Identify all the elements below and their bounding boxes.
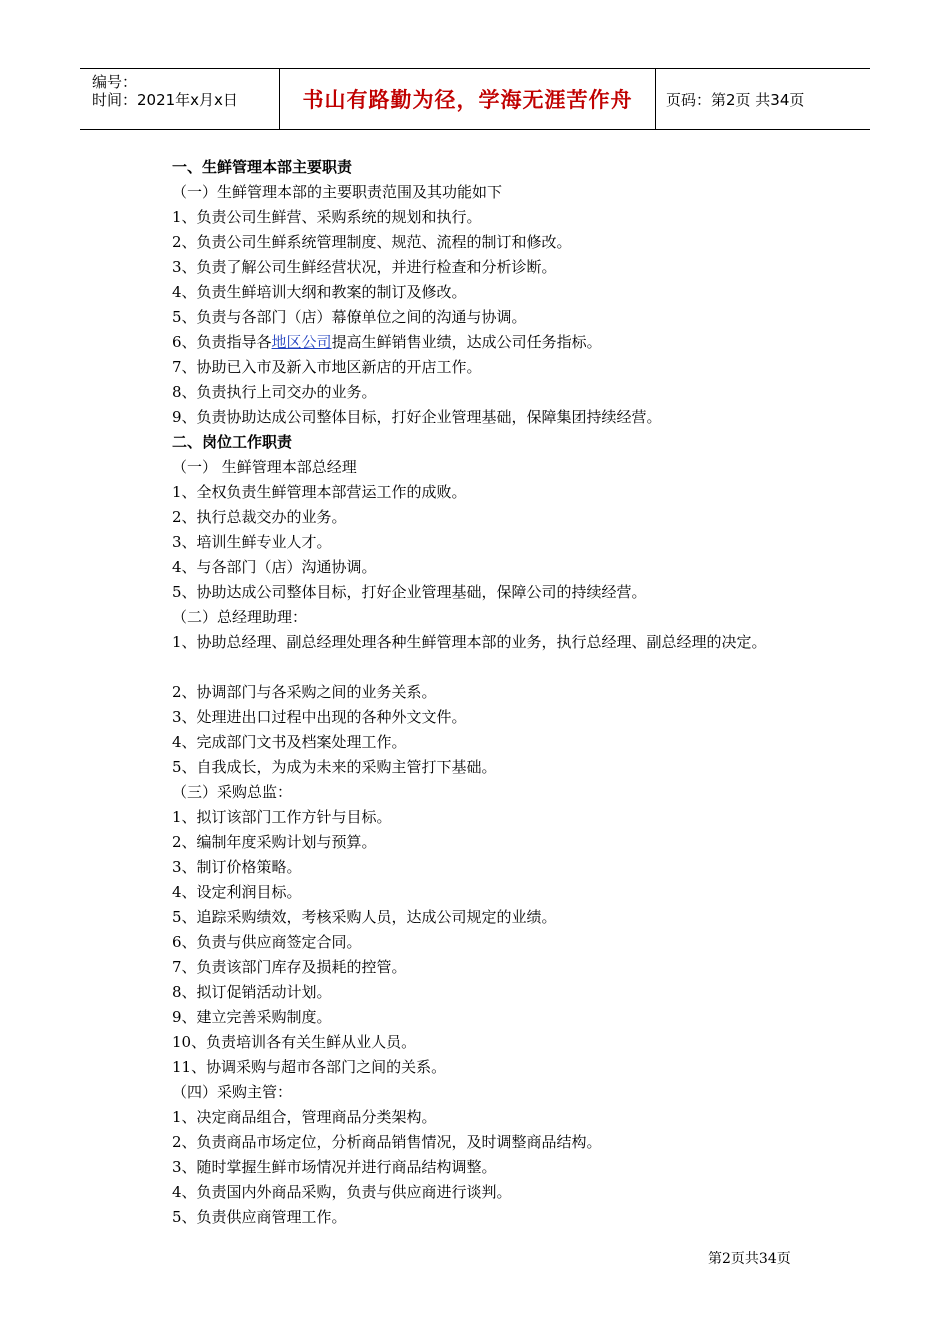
body-line xyxy=(172,455,832,480)
line-text: 3、制订价格策略。 xyxy=(172,858,302,876)
line-text: （二）总经理助理： xyxy=(172,608,308,626)
line-text: 1、全权负责生鲜管理本部营运工作的成败。 xyxy=(172,483,467,501)
line-text: （三）采购总监： xyxy=(172,783,293,801)
body-line xyxy=(172,1005,832,1030)
body-line xyxy=(172,205,832,230)
body-line xyxy=(172,1055,832,1080)
line-text: 8、负责执行上司交办的业务。 xyxy=(172,383,377,401)
line-text: 5、自我成长，为成为未来的采购主管打下基础。 xyxy=(172,758,497,776)
body-line xyxy=(172,230,832,255)
body-line[interactable] xyxy=(172,330,832,355)
body-line xyxy=(172,605,832,630)
body-line xyxy=(172,755,832,780)
line-text: 2、负责商品市场定位，分析商品销售情况，及时调整商品结构。 xyxy=(172,1133,602,1151)
line-text: 4、完成部门文书及档案处理工作。 xyxy=(172,733,407,751)
body-line xyxy=(172,1105,832,1130)
body-line xyxy=(172,830,832,855)
line-text: 3、处理进出口过程中出现的各种外文文件。 xyxy=(172,708,467,726)
footer-page-number: 第2页共34页 xyxy=(708,1251,791,1267)
body-line xyxy=(172,780,832,805)
line-text: 1、拟订该部门工作方针与目标。 xyxy=(172,808,392,826)
header-meta xyxy=(80,69,280,129)
line-text: 9、负责协助达成公司整体目标，打好企业管理基础，保障集团持续经营。 xyxy=(172,408,662,426)
body-line xyxy=(172,905,832,930)
line-text: 9、建立完善采购制度。 xyxy=(172,1008,332,1026)
header-page-number: 页码：第2页 共34页 xyxy=(666,90,805,109)
line-text: 3、培训生鲜专业人才。 xyxy=(172,533,332,551)
line-text: 一、生鲜管理本部主要职责 xyxy=(172,158,353,176)
line-text: 5、协助达成公司整体目标，打好企业管理基础，保障公司的持续经营。 xyxy=(172,583,647,601)
line-text: 二、岗位工作职责 xyxy=(172,433,293,451)
document-number-label: 编号： xyxy=(92,73,138,91)
line-text: 7、负责该部门库存及损耗的控管。 xyxy=(172,958,407,976)
line-text: 4、与各部门（店）沟通协调。 xyxy=(172,558,377,576)
body-line xyxy=(172,630,832,680)
body-line xyxy=(172,380,832,405)
line-text: 7、协助已入市及新入市地区新店的开店工作。 xyxy=(172,358,482,376)
body-line xyxy=(172,555,832,580)
line-text: 4、负责生鲜培训大纲和教案的制订及修改。 xyxy=(172,283,467,301)
line-text: 1、协助总经理、副总经理处理各种生鲜管理本部的业务，执行总经理、副总经理的决定。 xyxy=(172,633,767,651)
body-line xyxy=(172,180,832,205)
line-text: 5、负责与各部门（店）幕僚单位之间的沟通与协调。 xyxy=(172,308,527,326)
line-text: 6、负责指导各 xyxy=(172,333,272,351)
line-text: 10、负责培训各有关生鲜从业人员。 xyxy=(172,1033,417,1051)
section-heading xyxy=(172,155,832,180)
body-line xyxy=(172,705,832,730)
line-text: 5、追踪采购绩效，考核采购人员，达成公司规定的业绩。 xyxy=(172,908,557,926)
body-line xyxy=(172,980,832,1005)
line-text: 2、协调部门与各采购之间的业务关系。 xyxy=(172,683,437,701)
line-text: 2、编制年度采购计划与预算。 xyxy=(172,833,377,851)
line-text: （一）生鲜管理本部的主要职责范围及其功能如下 xyxy=(172,183,503,201)
body-line xyxy=(172,305,832,330)
body-line xyxy=(172,930,832,955)
body-line xyxy=(172,405,832,430)
body-line xyxy=(172,280,832,305)
document-body xyxy=(172,155,832,1230)
body-line xyxy=(172,1180,832,1205)
line-text: 6、负责与供应商签定合同。 xyxy=(172,933,362,951)
body-line xyxy=(172,530,832,555)
body-line xyxy=(172,1130,832,1155)
body-line xyxy=(172,680,832,705)
document-header xyxy=(80,68,870,130)
line-text-continued: 提高生鲜销售业绩，达成公司任务指标。 xyxy=(331,333,602,351)
body-line xyxy=(172,355,832,380)
body-line xyxy=(172,1080,832,1105)
hyperlink-region-company[interactable]: 地区公司 xyxy=(271,333,332,351)
line-text: （一） 生鲜管理本部总经理 xyxy=(172,458,357,476)
line-text: 3、随时掌握生鲜市场情况并进行商品结构调整。 xyxy=(172,1158,497,1176)
body-line xyxy=(172,1205,832,1230)
line-text: 1、负责公司生鲜营、采购系统的规划和执行。 xyxy=(172,208,482,226)
body-line xyxy=(172,955,832,980)
body-line xyxy=(172,255,832,280)
body-line xyxy=(172,1030,832,1055)
header-motto: 书山有路勤为径，学海无涯苦作舟 xyxy=(280,69,656,129)
line-text: （四）采购主管： xyxy=(172,1083,293,1101)
body-line xyxy=(172,855,832,880)
body-line xyxy=(172,505,832,530)
line-text: 8、拟订促销活动计划。 xyxy=(172,983,332,1001)
body-line xyxy=(172,880,832,905)
body-line xyxy=(172,805,832,830)
line-text: 5、负责供应商管理工作。 xyxy=(172,1208,347,1226)
line-text: 3、负责了解公司生鲜经营状况，并进行检查和分析诊断。 xyxy=(172,258,557,276)
body-line xyxy=(172,730,832,755)
section-heading xyxy=(172,430,832,455)
body-line xyxy=(172,480,832,505)
line-text: 1、决定商品组合，管理商品分类架构。 xyxy=(172,1108,437,1126)
line-text: 2、执行总裁交办的业务。 xyxy=(172,508,347,526)
body-line xyxy=(172,1155,832,1180)
line-text: 2、负责公司生鲜系统管理制度、规范、流程的制订和修改。 xyxy=(172,233,572,251)
line-text: 4、设定利润目标。 xyxy=(172,883,302,901)
body-line xyxy=(172,580,832,605)
document-date-label: 时间：2021年x月x日 xyxy=(92,91,238,109)
line-text: 4、负责国内外商品采购，负责与供应商进行谈判。 xyxy=(172,1183,512,1201)
line-text: 11、协调采购与超市各部门之间的关系。 xyxy=(172,1058,447,1076)
